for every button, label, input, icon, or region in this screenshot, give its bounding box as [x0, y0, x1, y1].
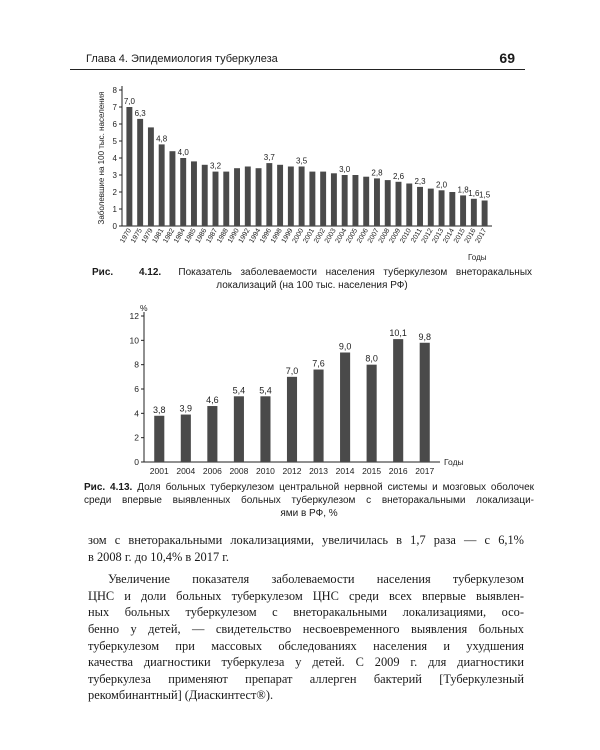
x-tick-label: 2014: [335, 466, 355, 476]
x-tick-label: 2013: [431, 227, 446, 245]
data-label: 3,8: [153, 404, 166, 415]
x-tick-label: 1982: [162, 227, 177, 245]
x-tick-label: 1996: [259, 227, 274, 245]
figure-label: Рис.: [92, 267, 114, 278]
x-tick-label: 2007: [366, 227, 381, 245]
x-tick-label: 2004: [334, 227, 349, 245]
bar: [482, 201, 488, 227]
x-tick-label: 2015: [362, 466, 382, 476]
data-label: 3,2: [209, 161, 222, 171]
x-tick-label: 1994: [248, 227, 263, 245]
body-line: бенно у детей, — свидетельство несвоевременного выявления больных: [88, 621, 524, 636]
x-tick-label: 2015: [452, 227, 467, 245]
x-tick-label: 1981: [151, 227, 166, 245]
page-number: 69: [499, 50, 515, 66]
y-tick-label: 0: [134, 457, 139, 467]
x-tick-label: 2005: [345, 227, 360, 245]
y-tick-label: 10: [129, 335, 139, 346]
x-tick-label: 1985: [183, 227, 198, 245]
x-tick-label: 1992: [237, 227, 252, 245]
x-tick-label: 2006: [356, 227, 370, 245]
y-tick-label: 4: [112, 154, 117, 163]
x-tick-label: 2012: [420, 227, 435, 245]
y-tick-label: 6: [134, 384, 139, 394]
figure-4-12-chart: [90, 80, 510, 265]
y-tick-label: 8: [112, 86, 117, 95]
bar: [202, 165, 208, 226]
figure-number: 4.12.: [138, 267, 162, 278]
x-tick-label: 1990: [226, 227, 241, 245]
caption-line: Доля больных туберкулезом центральной нервной системы и мозговых оболочек: [137, 482, 535, 493]
bar: [159, 144, 165, 226]
bar: [314, 370, 324, 462]
body-line: ЦНС и доли больных туберкулезом ЦНС среди всех впервые выявлен-: [88, 588, 524, 603]
bar: [191, 161, 197, 226]
x-tick-label: 2016: [388, 466, 408, 476]
bar: [352, 175, 358, 226]
caption-line: Показатель заболеваемости населения туберкулезом внеторакальных: [178, 267, 533, 278]
bar: [137, 119, 143, 226]
body-line: качества диагностики туберкулеза у детей. С 2009 г. для диагностики: [88, 655, 524, 670]
y-tick-label: 3: [112, 171, 117, 180]
x-tick-label: 2003: [323, 227, 338, 245]
x-axis-label: Годы: [468, 253, 487, 262]
x-tick-label: 1984: [173, 227, 187, 245]
body-line: туберкулеза применяют препарат аллерген бактерий [Туберкулезный: [88, 671, 524, 686]
bar: [420, 343, 430, 462]
x-tick-label: 2008: [377, 227, 392, 245]
x-tick-label: 1975: [130, 227, 144, 245]
bar: [126, 107, 132, 226]
x-tick-label: 2008: [229, 466, 249, 476]
data-label: 7,0: [123, 97, 135, 106]
bar: [169, 151, 175, 226]
data-label: 2,6: [392, 171, 405, 181]
body-text: [88, 532, 524, 704]
data-label: 5,4: [232, 385, 246, 396]
data-label: 3,5: [296, 156, 308, 166]
x-tick-label: 2009: [388, 227, 403, 245]
bar: [396, 182, 402, 226]
body-line: ных больных туберкулезом с внеторакальными локализациями, осо-: [88, 605, 524, 620]
x-tick-label: 1979: [140, 227, 155, 245]
data-label: 1,6: [468, 188, 480, 198]
bar: [374, 178, 380, 226]
data-label: 9,8: [418, 331, 431, 342]
x-tick-label: 2014: [442, 227, 457, 245]
x-tick-label: 2004: [176, 466, 196, 476]
x-tick-label: 2017: [474, 227, 489, 245]
bar: [234, 396, 244, 462]
x-axis-label: Годы: [444, 457, 464, 467]
data-label: 2,0: [435, 180, 448, 190]
x-tick-label: 1970: [119, 227, 134, 245]
data-label: 10,1: [389, 328, 407, 339]
x-tick-label: 2011: [410, 227, 424, 245]
caption-line: среди впервые выявленных больных туберкулезом с внеторакальными локализаци-: [84, 495, 534, 506]
bar: [393, 339, 403, 462]
running-header: [70, 49, 525, 70]
data-label: 2,3: [414, 176, 426, 186]
bar: [287, 377, 297, 462]
figure-label: Рис. 4.13.: [84, 482, 133, 493]
data-label: 4,0: [177, 148, 189, 157]
data-label: 5,4: [259, 385, 272, 396]
x-tick-label: 2013: [309, 466, 329, 476]
bar: [277, 165, 283, 226]
y-tick-label: 0: [112, 222, 117, 231]
bar: [428, 189, 434, 226]
bar: [342, 175, 348, 226]
x-tick-label: 2001: [302, 227, 317, 245]
y-tick-label: 2: [112, 188, 117, 197]
bar: [340, 353, 350, 463]
data-label: 8,0: [365, 353, 378, 364]
bar: [154, 416, 164, 462]
data-label: 4,8: [156, 134, 168, 144]
y-tick-label: 4: [134, 408, 139, 419]
figure-4-13-chart: [110, 300, 490, 480]
data-label: 7,0: [285, 365, 299, 376]
data-label: 3,0: [339, 165, 351, 174]
bar: [180, 158, 186, 226]
bar: [256, 168, 262, 226]
body-line: рекомбинантный] (Диаскинтест®).: [88, 688, 274, 703]
y-tick-label: 1: [112, 205, 117, 214]
y-tick-label: 6: [112, 120, 117, 129]
data-label: 7,6: [312, 358, 325, 369]
y-tick-label: 2: [134, 432, 139, 443]
x-tick-label: 1998: [269, 227, 284, 245]
bar: [266, 163, 272, 226]
x-tick-label: 2017: [415, 466, 435, 476]
bar: [331, 173, 337, 226]
x-tick-label: 2012: [282, 466, 302, 476]
x-tick-label: 1987: [205, 227, 220, 245]
bar: [245, 167, 251, 227]
x-tick-label: 1986: [194, 227, 209, 245]
bar: [439, 190, 445, 226]
x-tick-label: 2010: [399, 227, 413, 245]
figure-4-12-caption: [92, 266, 532, 292]
x-tick-label: 2010: [255, 466, 275, 476]
data-label: 3,9: [179, 403, 193, 414]
bar: [288, 167, 294, 227]
data-label: 4,6: [206, 395, 219, 406]
y-tick-label: 5: [112, 137, 117, 146]
data-label: 3,7: [263, 153, 275, 163]
bar: [309, 172, 315, 226]
body-line: Увеличение показателя заболеваемости населения туберкулезом: [108, 572, 524, 587]
data-label: 6,3: [134, 108, 146, 118]
bar: [234, 168, 240, 226]
data-label: 1,8: [457, 185, 469, 195]
body-line: зом с внеторакальными локализациями, увеличилась в 1,7 раза — с 6,1%: [88, 533, 524, 547]
x-tick-label: 2000: [291, 227, 306, 245]
y-axis-label: %: [140, 303, 148, 313]
x-tick-label: 1999: [280, 227, 295, 245]
x-tick-label: 2002: [313, 227, 327, 245]
chapter-title: Глава 4. Эпидемиология туберкулеза: [86, 53, 278, 65]
y-tick-label: 8: [134, 359, 139, 370]
bar: [417, 187, 423, 226]
bar: [320, 172, 326, 226]
x-tick-label: 2001: [149, 466, 169, 476]
bar: [207, 406, 217, 462]
bar: [367, 365, 377, 462]
bar: [299, 167, 305, 227]
x-tick-label: 2016: [463, 227, 478, 245]
bar: [460, 195, 466, 226]
y-axis-label: Заболевшие на 100 тыс. населения: [97, 91, 106, 225]
x-tick-label: 1988: [216, 227, 230, 245]
x-tick-label: 2006: [202, 466, 222, 476]
bar: [213, 172, 219, 226]
bar: [363, 177, 369, 226]
bar: [449, 192, 455, 226]
data-label: 9,0: [338, 341, 352, 352]
caption-line: локализаций (на 100 тыс. населения РФ): [216, 280, 408, 291]
data-label: 1,5: [479, 190, 491, 200]
bar: [181, 415, 191, 462]
y-tick-label: 12: [129, 311, 139, 321]
bar: [260, 396, 270, 462]
body-line: в 2008 г. до 10,4% в 2017 г.: [88, 549, 230, 564]
bar: [223, 172, 229, 226]
bar: [406, 184, 412, 227]
caption-line: ями в РФ, %: [280, 508, 338, 519]
y-tick-label: 7: [112, 103, 117, 112]
bar: [148, 127, 154, 226]
figure-4-13-caption: [84, 481, 534, 520]
bar: [471, 199, 477, 226]
body-line: туберкулезом при массовых обследованиях населения и ухудшения: [88, 638, 524, 653]
bar: [385, 180, 391, 226]
data-label: 2,8: [371, 168, 383, 178]
